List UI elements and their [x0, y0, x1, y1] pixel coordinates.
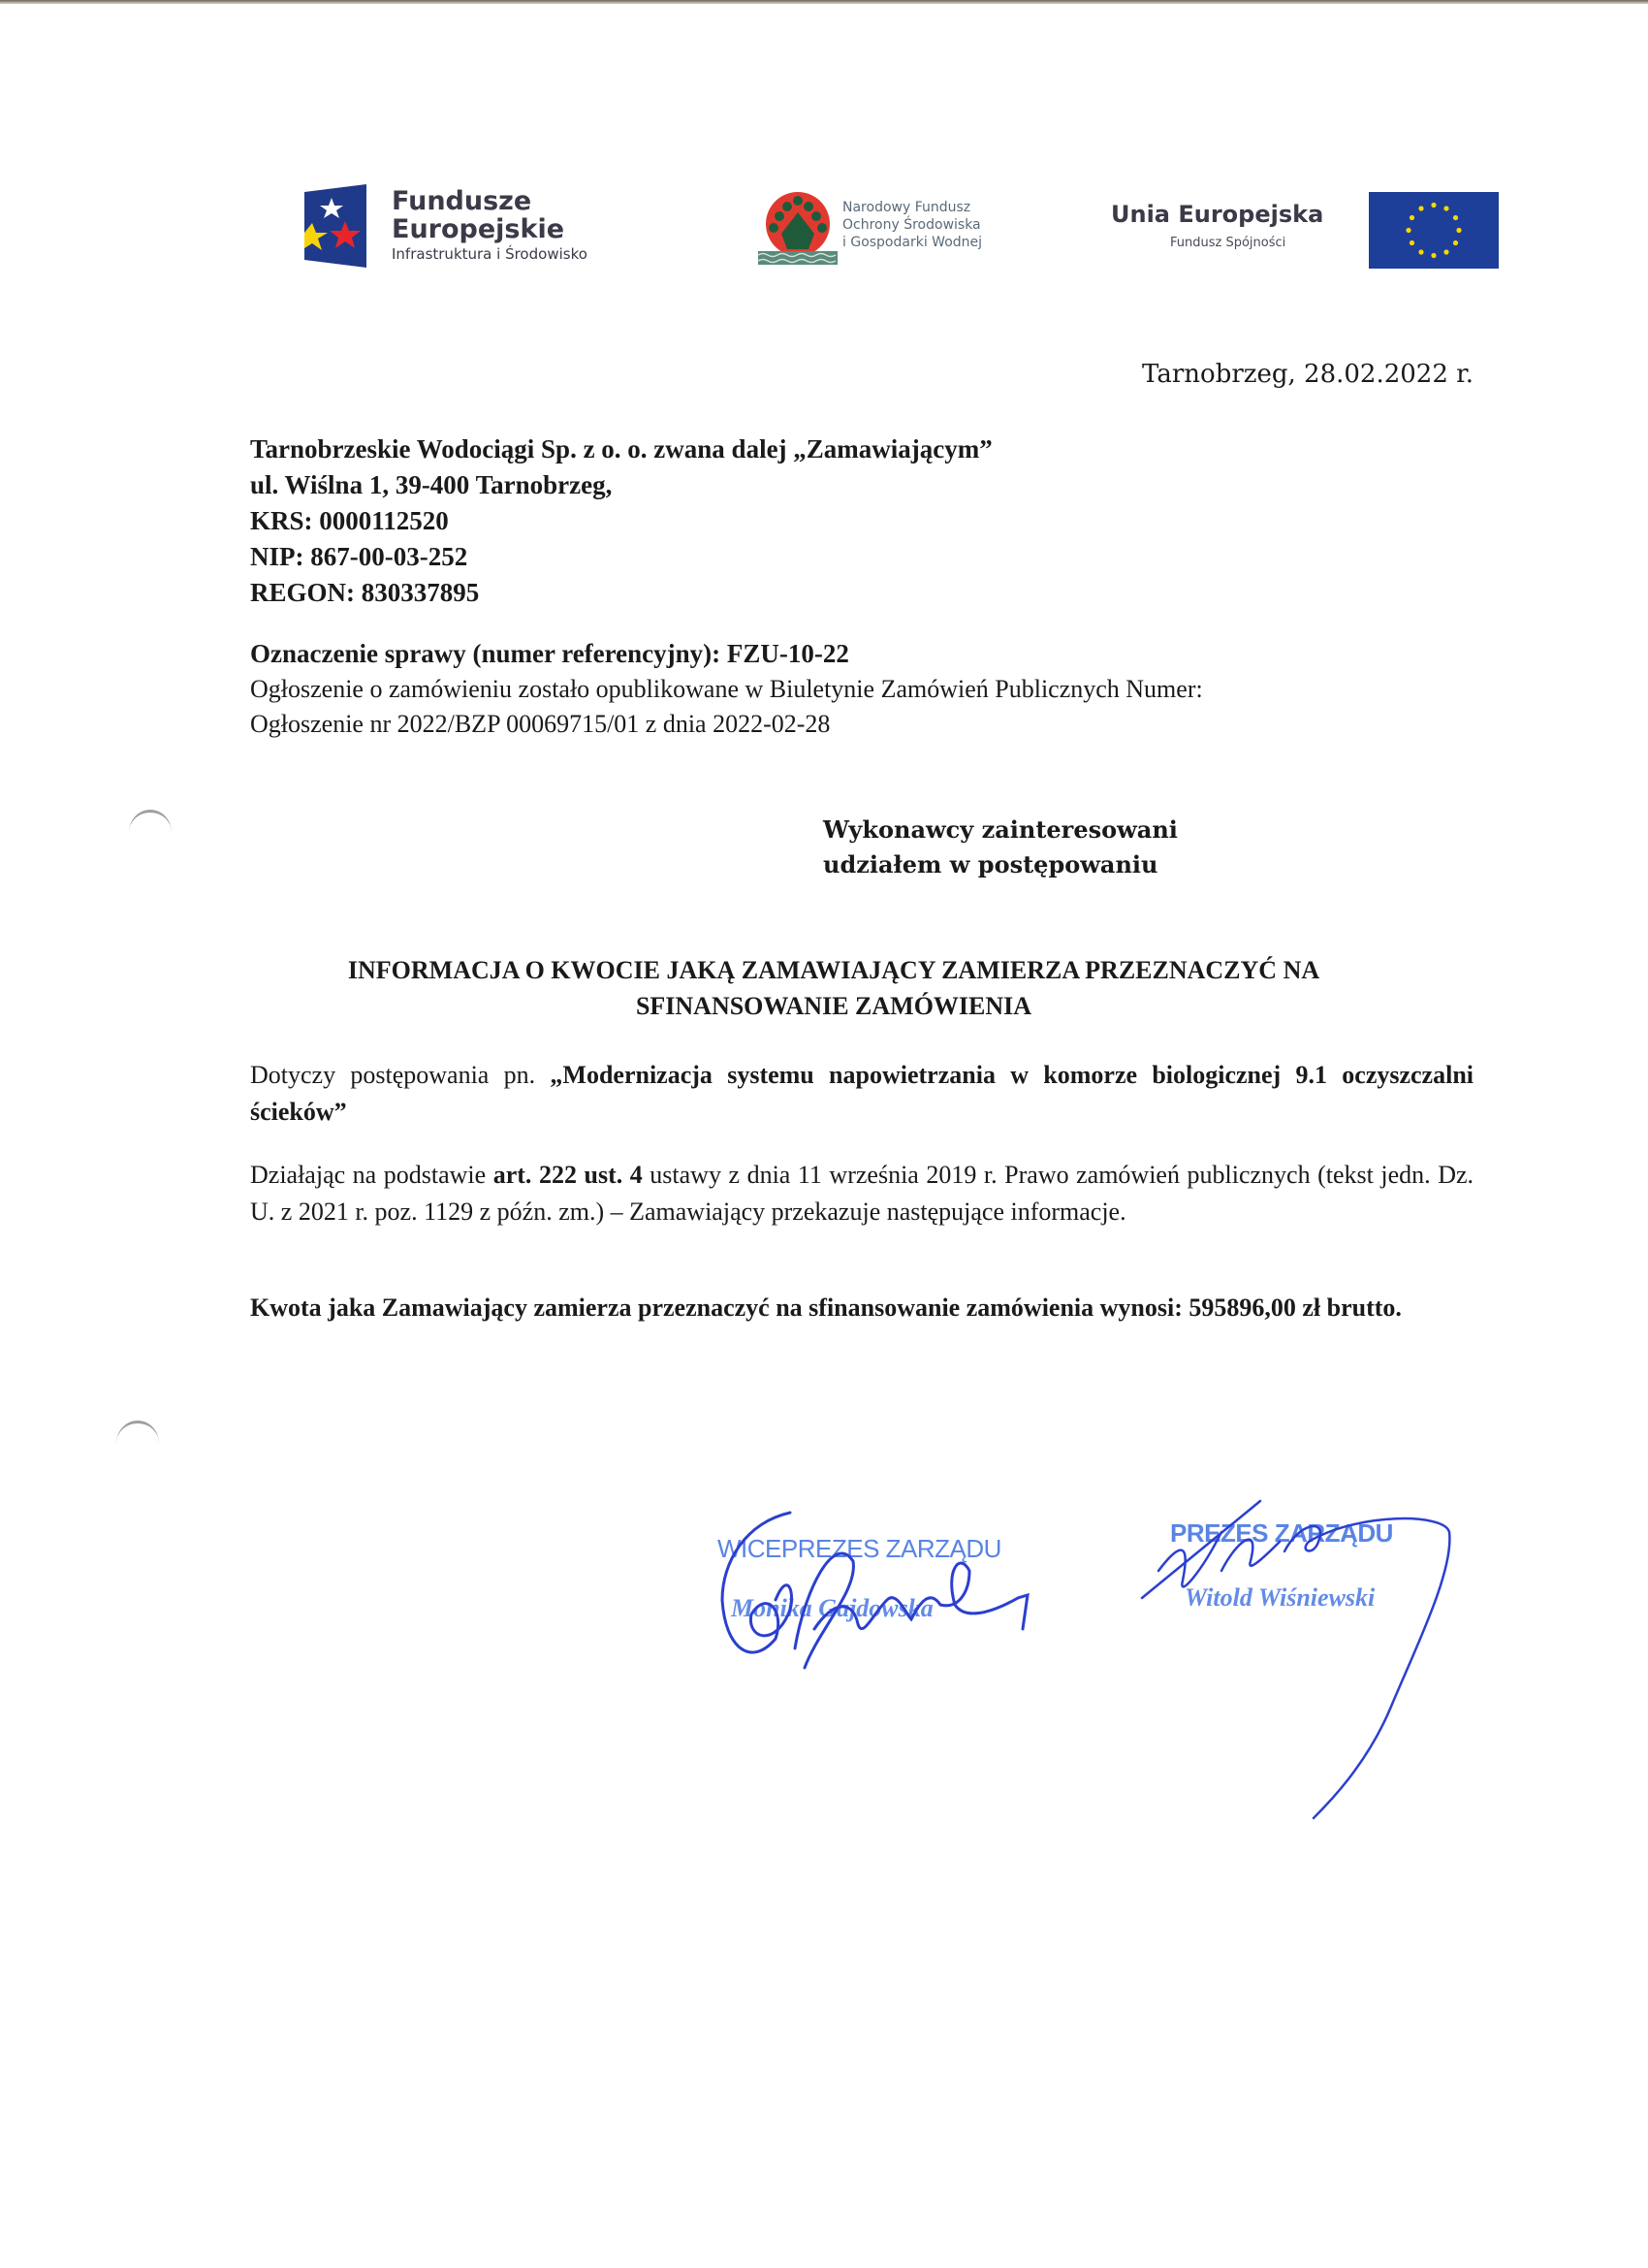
legal-article: art. 222 ust. 4 [492, 1161, 643, 1189]
place-date: Tarnobrzeg, 28.02.2022 r. [1142, 360, 1474, 389]
publication-line2: Ogłoszenie nr 2022/BZP 00069715/01 z dnia 2022-02-28 [250, 710, 831, 738]
company-block [250, 431, 993, 611]
fundusze-title-line2: Europejskie [392, 214, 565, 244]
eu-star-icon [1410, 240, 1414, 245]
president-stamp-title: PREZES ZARZĄDU [1170, 1518, 1393, 1548]
nfosigw-logo-text [842, 199, 982, 251]
document-title-line2: SFINANSOWANIE ZAMÓWIENIA [635, 992, 1032, 1020]
document-title [291, 952, 1377, 1024]
eu-star-icon [1453, 240, 1458, 245]
reference-block [250, 636, 1203, 742]
vice-president-stamp-name: Monika Gajdowska [731, 1594, 934, 1622]
reference-number: Oznaczenie sprawy (numer referencyjny): FZU-10-22 [250, 639, 849, 668]
legal-basis-suffix: ustawy z dnia 11 września 2019 r. Prawo zamówień publicznych (tekst jedn. Dz. U. z 2021 r. poz. 1129 z późn. zm.) – Zamawiający przekazuje następujące informacje. [250, 1161, 1474, 1226]
punch-hole-mark [116, 1421, 159, 1466]
legal-basis-prefix: Działając na podstawie [250, 1161, 493, 1189]
eu-star-icon [1406, 228, 1410, 233]
subject-prefix: Dotyczy postępowania pn. [250, 1061, 551, 1089]
nfosigw-line3: i Gospodarki Wodnej [842, 235, 983, 250]
company-address: ul. Wiślna 1, 39-400 Tarnobrzeg, [250, 470, 613, 499]
nfosigw-emblem-icon [758, 191, 838, 267]
eu-star-icon [1456, 228, 1461, 233]
vice-president-stamp-title: WICEPREZES ZARZĄDU [717, 1534, 1001, 1563]
nfosigw-line1: Narodowy Fundusz [842, 200, 971, 215]
president-stamp-name: Witold Wiśniewski [1185, 1583, 1376, 1612]
eu-star-icon [1431, 203, 1436, 208]
fundusze-logo-title [392, 187, 564, 243]
punch-hole-mark [129, 810, 172, 855]
eu-star-icon [1431, 253, 1436, 258]
eu-star-icon [1443, 249, 1448, 254]
subject-name: „Modernizacja systemu napowietrzania w komorze biologicznej 9.1 oczyszczalni ścieków” [250, 1061, 1474, 1126]
recipient-line1: Wykonawcy zainteresowani [823, 815, 1178, 844]
fundusze-europejskie-logo-icon [304, 184, 366, 268]
scan-top-edge [0, 0, 1648, 4]
eu-star-icon [1418, 206, 1423, 210]
eu-star-icon [1443, 206, 1448, 210]
president-signature-icon [1142, 1501, 1449, 1818]
company-krs: KRS: 0000112520 [250, 506, 449, 535]
recipient-block [823, 813, 1178, 882]
eu-flag-icon [1369, 192, 1499, 269]
ue-logo-subtitle: Fundusz Spójności [1170, 236, 1286, 250]
fundusze-logo-subtitle: Infrastruktura i Środowisko [392, 245, 587, 263]
document-title-line1: INFORMACJA O KWOCIE JAKĄ ZAMAWIAJĄCY ZAMIERZA PRZEZNACZYĆ NA [347, 956, 1320, 984]
publication-line1: Ogłoszenie o zamówieniu zostało opublikowane w Biuletynie Zamówień Publicznych Numer: [250, 675, 1203, 703]
legal-basis-paragraph [250, 1157, 1474, 1230]
company-nip: NIP: 867-00-03-252 [250, 542, 468, 571]
nfosigw-line2: Ochrony Środowiska [842, 217, 981, 233]
fundusze-title-line1: Fundusze [392, 186, 532, 216]
eu-star-icon [1453, 215, 1458, 220]
recipient-line2: udziałem w postępowaniu [823, 850, 1158, 878]
ue-logo-title: Unia Europejska [1111, 201, 1324, 228]
amount-paragraph: Kwota jaka Zamawiający zamierza przeznaczyć na sfinansowanie zamówienia wynosi: 595896,00 zł brutto. [250, 1294, 1402, 1322]
eu-star-icon [1418, 249, 1423, 254]
company-name: Tarnobrzeskie Wodociągi Sp. z o. o. zwana dalej „Zamawiającym” [250, 434, 993, 463]
eu-star-icon [1410, 215, 1414, 220]
company-regon: REGON: 830337895 [250, 578, 480, 607]
subject-paragraph [250, 1057, 1474, 1131]
